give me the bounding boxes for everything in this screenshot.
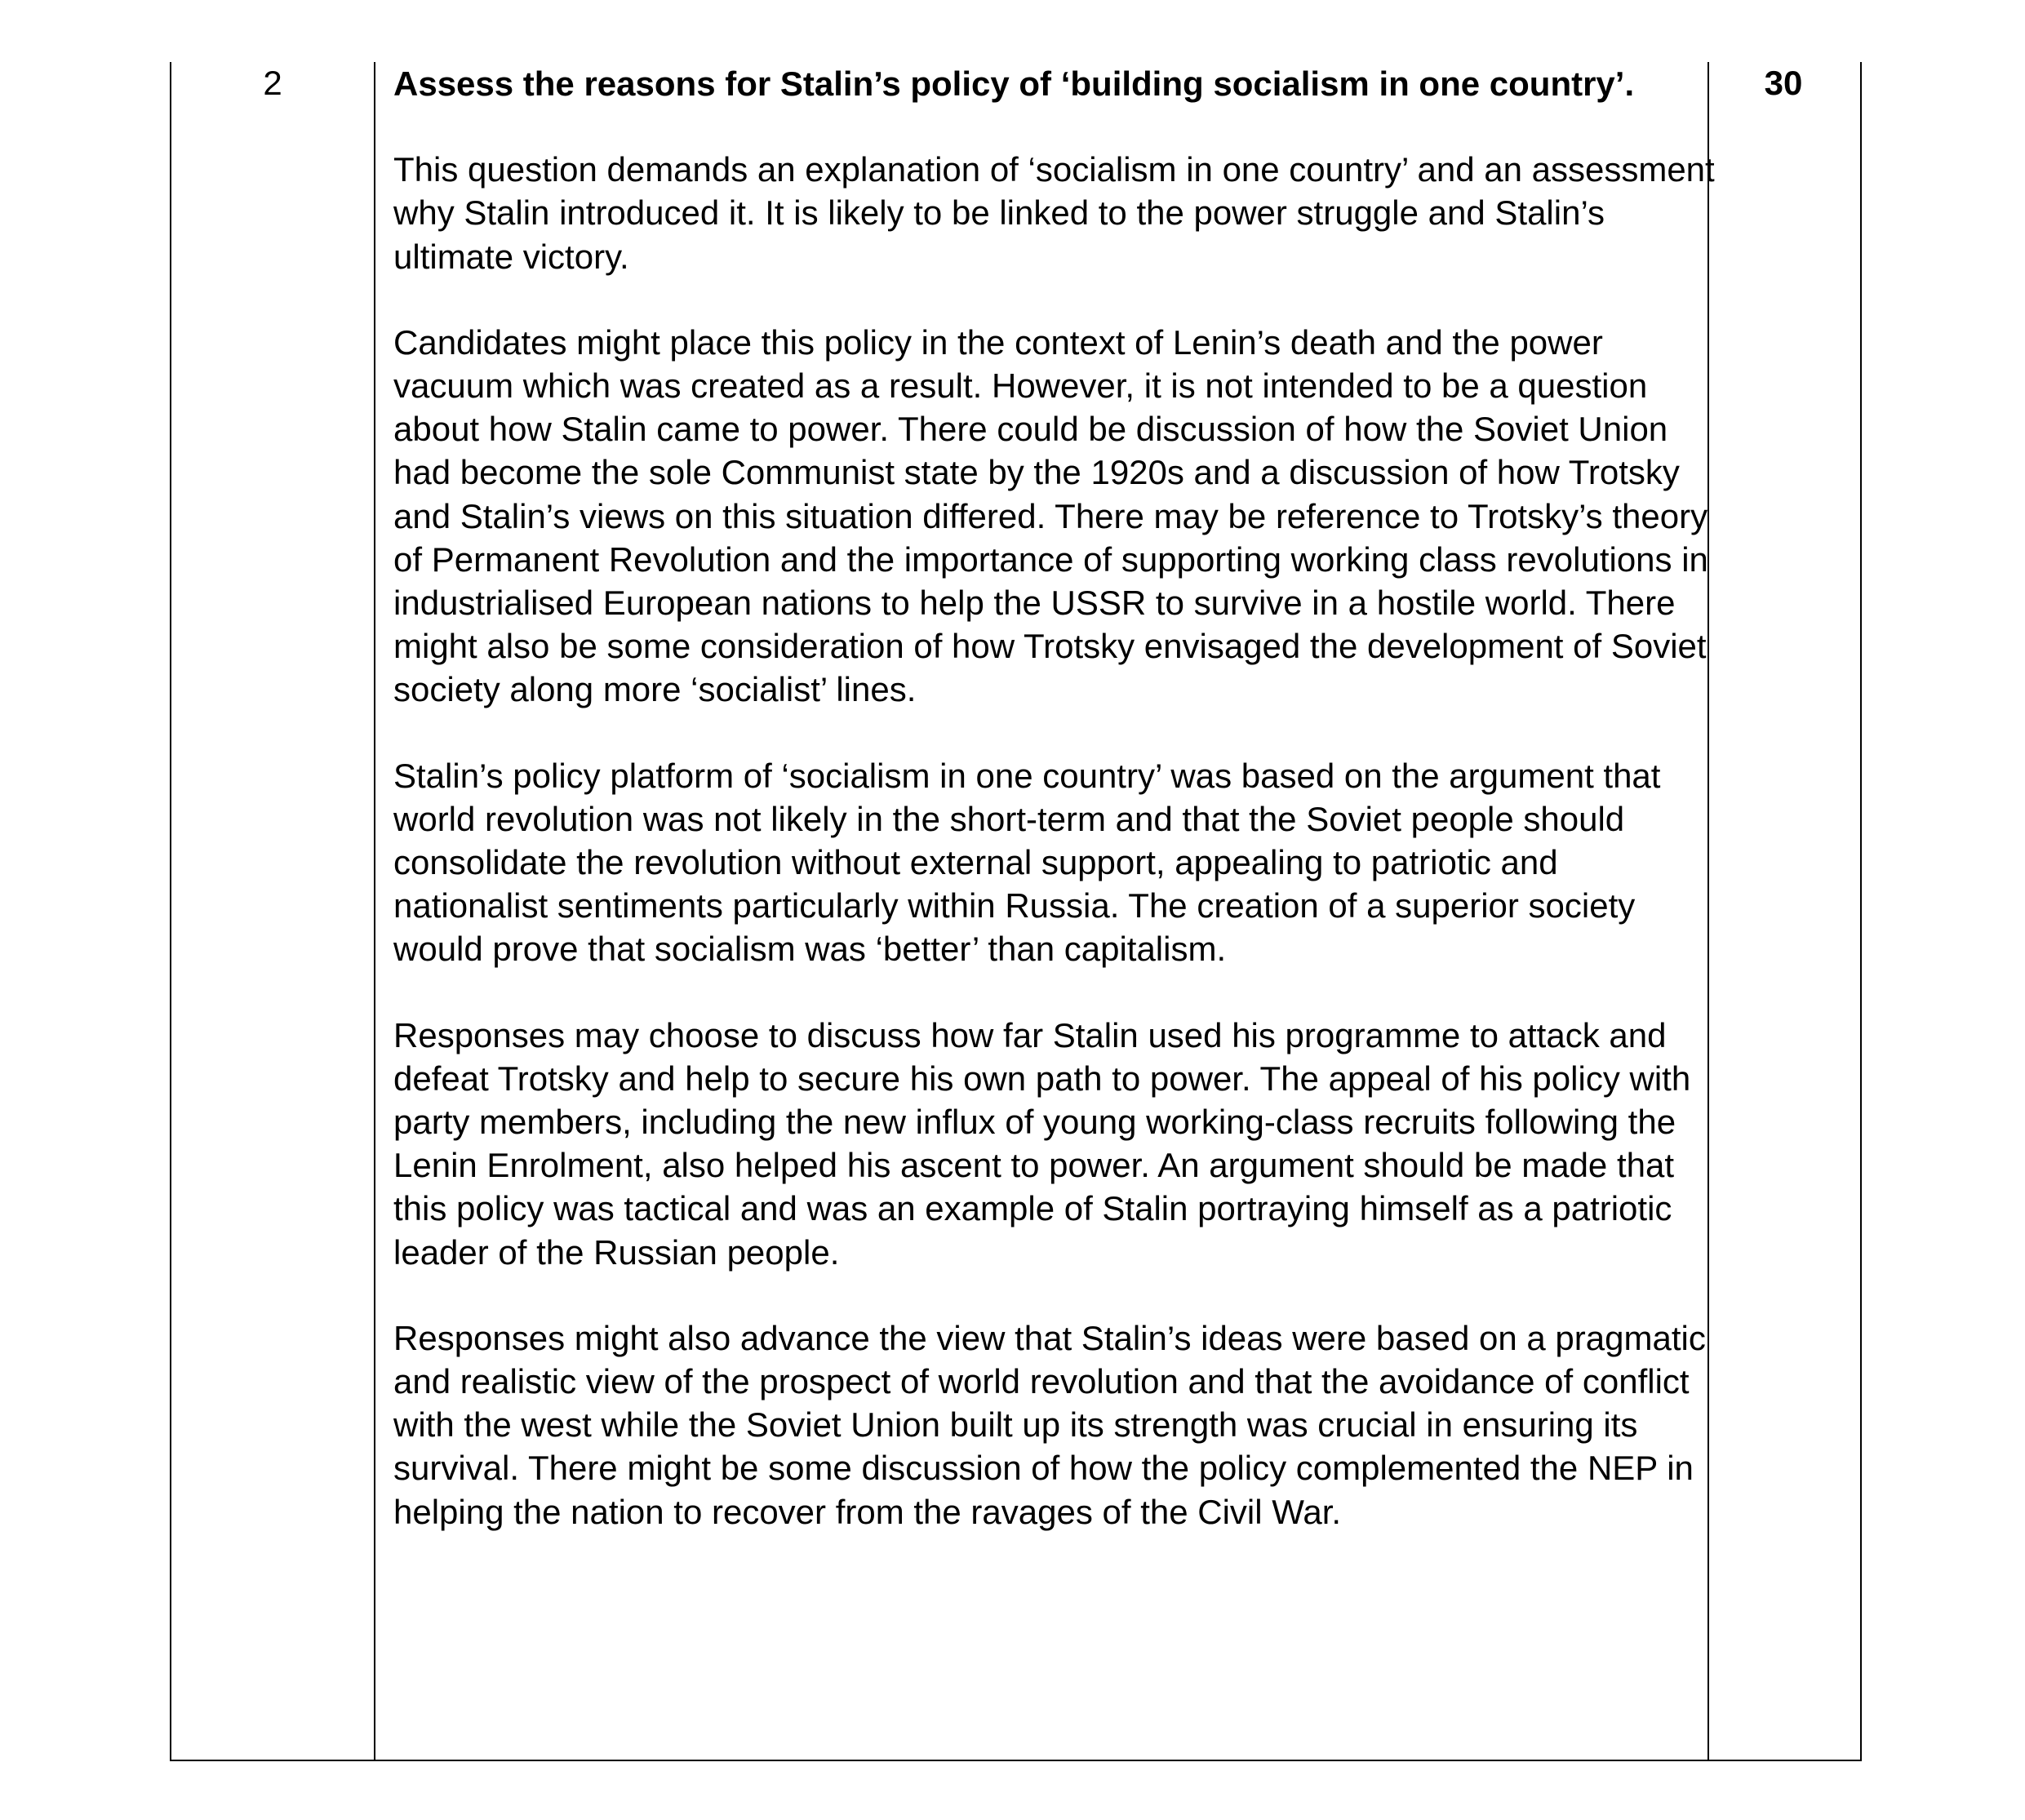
answer-guidance — [393, 62, 1716, 1534]
question-text: Assess the reasons for Stalin’s policy of ‘building socialism in one country’. — [393, 64, 1635, 103]
guidance-paragraph-2: Candidates might place this policy in the context of Lenin’s death and the power vacuum which was created as a result. However, it is not intended to be a question about how Stalin came to power. There could be discussion of how the Soviet Union had become the sole Communist state by the 1920s and a discussion of how Trotsky and Stalin’s views on this situation differed. There may be reference to Trotsky’s theory of Permanent Revolution and the importance of supporting working class revolutions in industrialised European nations to help the USSR to survive in a hostile world. There might also be some consideration of how Trotsky envisaged the development of Soviet society along more ‘socialist’ lines. — [393, 322, 1708, 709]
column-divider-left — [374, 62, 375, 1760]
question-number: 2 — [263, 64, 282, 102]
guidance-paragraph-1: This question demands an explanation of ‘socialism in one country’ and an assessment why Stalin introduced it. It is likely to be linked to the power struggle and Stalin’s ultimate victory. — [393, 150, 1715, 276]
marks-value: 30 — [1764, 64, 1803, 102]
mark-scheme-table — [170, 62, 1862, 1761]
guidance-paragraph-3: Stalin’s policy platform of ‘socialism in one country’ was based on the argument that world revolution was not likely in the short-term and that the Soviet people should consolidate the revolution without external support, appealing to patriotic and nationalist sentiments particularly within Russia. The creation of a superior society would prove that socialism was ‘better’ than capitalism. — [393, 756, 1661, 969]
guidance-paragraph-4: Responses may choose to discuss how far Stalin used his programme to attack and defeat Trotsky and help to secure his own path to power. The appeal of his policy with party members, including the new influx of young working-class recruits following the Lenin Enrolment, also helped his ascent to power. An argument should be made that this policy was tactical and was an example of Stalin portraying himself as a patriotic leader of the Russian people. — [393, 1015, 1691, 1272]
guidance-paragraph-5: Responses might also advance the view that Stalin’s ideas were based on a pragmatic and realistic view of the prospect of world revolution and that the avoidance of conflict with the west while the Soviet Union built up its strength was crucial in ensuring its survival. There might be some discussion of how the policy complemented the NEP in helping the nation to recover from the ravages of the Civil War. — [393, 1318, 1706, 1531]
